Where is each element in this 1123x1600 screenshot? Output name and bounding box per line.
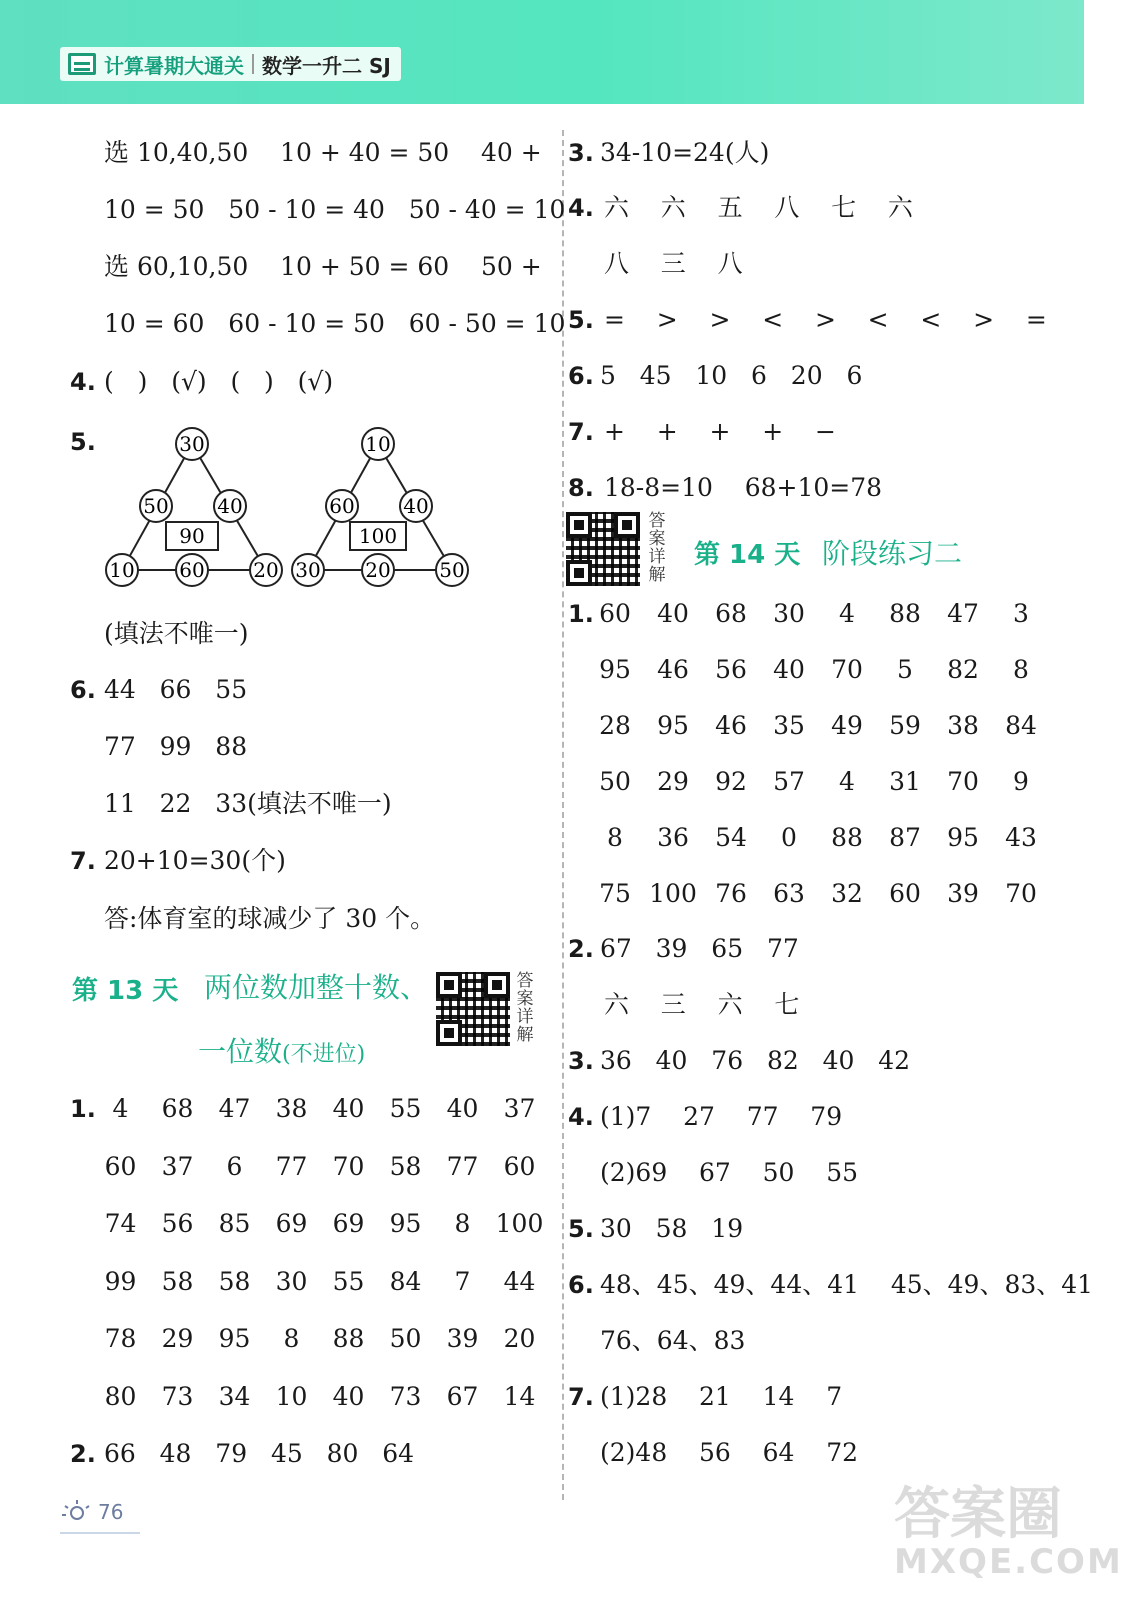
grid-cell: 6 (226, 1151, 243, 1181)
grid-cell: 69 (275, 1209, 308, 1238)
circle-value: 30 (179, 432, 205, 456)
grid-cell: 77 (275, 1151, 308, 1181)
answer-line: (2)48 56 64 72 (600, 1438, 859, 1467)
circle-value: 60 (179, 558, 205, 582)
question-number: 6. (70, 676, 96, 704)
question-number: 4. (568, 1103, 594, 1131)
grid-cell: 58 (389, 1151, 422, 1181)
grid-cell: 95 (389, 1209, 422, 1238)
grid-cell: 46 (657, 655, 689, 684)
grid-cell: 80 (104, 1381, 137, 1411)
grid-cell: 70 (831, 655, 863, 684)
answer-line: ( ) (√) ( ) (√) (104, 367, 334, 396)
grid-cell: 60 (599, 599, 631, 628)
grid-cell: 68 (161, 1094, 194, 1123)
grid-cell: 60 (104, 1151, 137, 1181)
grid-cell: 35 (773, 711, 805, 740)
grid-cell: 40 (332, 1381, 365, 1411)
book-subtitle: 数学一升二 SJ (262, 53, 391, 78)
grid-cell: 77 (446, 1151, 479, 1181)
grid-cell: 40 (446, 1094, 479, 1123)
answer-line: 20+10=30(个) (104, 846, 286, 875)
circle-value: 40 (217, 494, 243, 518)
page-number: 76 (98, 1500, 124, 1524)
answer-line: 10 = 60 60 - 10 = 50 60 - 50 = 10 (104, 309, 566, 338)
grid-cell: 20 (503, 1324, 536, 1353)
triangle-puzzle-2 (292, 428, 468, 586)
question-number: 5. (568, 306, 594, 334)
grid-cell: 0 (781, 823, 797, 852)
grid-cell: 39 (446, 1324, 479, 1353)
grid-cell: 9 (1013, 767, 1029, 796)
question-number: 6. (568, 362, 594, 390)
grid-cell: 70 (1005, 879, 1037, 908)
grid-cell: 31 (889, 767, 921, 796)
grid-cell: 78 (104, 1324, 137, 1353)
grid-cell: 3 (1013, 599, 1029, 628)
grid-cell: 88 (889, 599, 921, 628)
day-14-title: 阶段练习二 (822, 537, 963, 570)
grid-cell: 59 (889, 711, 921, 740)
header-banner (0, 0, 1084, 104)
grid-cell: 84 (1005, 711, 1037, 740)
grid-cell: 100 (649, 879, 697, 908)
qr-code-icon[interactable] (566, 512, 640, 586)
grid-cell: 67 (446, 1381, 479, 1411)
grid-cell: 50 (389, 1324, 422, 1353)
triangle-puzzle-1 (106, 428, 282, 586)
question-number: 3. (568, 1047, 594, 1075)
answer-line: 11 22 33(填法不唯一) (104, 789, 392, 818)
answer-line: 67 39 65 77 (600, 934, 799, 963)
grid-cell: 74 (104, 1209, 137, 1238)
grid-cell: 29 (657, 767, 689, 796)
grid-cell: 88 (332, 1324, 365, 1353)
grid-cell: 50 (599, 767, 631, 796)
question-number: 8. (568, 474, 594, 502)
grid-cell: 60 (503, 1151, 536, 1181)
answer-line: 77 99 88 (104, 732, 248, 761)
grid-cell: 38 (275, 1094, 308, 1123)
grid-cell: 30 (275, 1266, 308, 1296)
grid-cell: 58 (161, 1266, 194, 1296)
book-title: 计算暑期大通关 (104, 53, 244, 78)
question-number: 7. (568, 418, 594, 446)
grid-cell: 56 (715, 655, 747, 684)
grid-cell: 5 (897, 655, 913, 684)
question-number: 6. (568, 1271, 594, 1299)
day-14-label: 第 14 天 (694, 540, 801, 570)
question-number: 7. (568, 1383, 594, 1411)
day-13-label: 第 13 天 (72, 976, 179, 1006)
grid-cell: 30 (773, 599, 805, 628)
answer-line: 八 三 八 (604, 249, 743, 278)
answer-line: 66 48 79 45 80 64 (104, 1439, 415, 1468)
day-13-subtitle: (不进位) (282, 1042, 366, 1067)
answer-line: 选 10,40,50 10 + 40 = 50 40 + (104, 138, 542, 167)
question-number: 5. (568, 1215, 594, 1243)
answer-line: 76、64、83 (600, 1326, 746, 1355)
grid-cell: 7 (454, 1266, 471, 1296)
grid-cell: 58 (218, 1266, 251, 1296)
grid-cell: 46 (715, 711, 747, 740)
grid-cell: 57 (773, 767, 805, 796)
grid-cell: 39 (947, 879, 979, 908)
day-13-title: 两位数加整十数、 (204, 971, 429, 1004)
question-number: 1. (70, 1095, 96, 1123)
answer-line: (1)28 21 14 7 (600, 1382, 843, 1411)
answer-line: 5 45 10 6 20 6 (600, 361, 863, 390)
grid-cell: 4 (839, 599, 855, 628)
grid-cell: 95 (947, 823, 979, 852)
answer-line: 18-8=10 68+10=78 (604, 473, 883, 502)
grid-cell: 44 (503, 1266, 536, 1296)
watermark-text: 答案圈 (894, 1482, 1062, 1547)
answer-line: 答:体育室的球减少了 30 个。 (104, 904, 436, 933)
answer-line: 选 60,10,50 10 + 50 = 60 50 + (104, 252, 542, 281)
grid-cell: 55 (332, 1266, 365, 1296)
answer-line: (2)69 67 50 55 (600, 1158, 859, 1187)
header-separator (252, 54, 254, 74)
answer-line: + + + + − (604, 417, 836, 446)
grid-cell: 40 (657, 599, 689, 628)
grid-cell: 8 (454, 1209, 471, 1238)
circle-value: 60 (329, 494, 355, 518)
grid-cell: 38 (947, 711, 979, 740)
grid-cell: 63 (773, 879, 805, 908)
grid-cell: 8 (1013, 655, 1029, 684)
answer-line: = > > < > < < > = (604, 305, 1047, 334)
grid-cell: 4 (112, 1094, 129, 1123)
answer-line: 10 = 50 50 - 10 = 40 50 - 40 = 10 (104, 195, 566, 224)
answer-line: 44 66 55 (104, 675, 248, 704)
grid-cell: 43 (1005, 823, 1037, 852)
grid-cell: 29 (161, 1324, 194, 1353)
grid-cell: 32 (831, 879, 863, 908)
grid-cell: 8 (607, 823, 623, 852)
grid-cell: 56 (161, 1209, 194, 1238)
grid-cell: 36 (657, 823, 689, 852)
answer-line: 34-10=24(人) (600, 138, 770, 167)
answer-line: 30 58 19 (600, 1214, 744, 1243)
grid-cell: 99 (104, 1266, 137, 1296)
grid-cell: 49 (831, 711, 863, 740)
question-number: 2. (70, 1440, 96, 1468)
grid-cell: 76 (715, 879, 747, 908)
circle-value: 20 (253, 558, 279, 582)
grid-cell: 28 (599, 711, 631, 740)
circle-value: 20 (365, 558, 391, 582)
qr-label: 答案详解 (648, 511, 666, 585)
grid-cell: 69 (332, 1209, 365, 1238)
sum-box-value: 90 (179, 524, 205, 548)
grid-cell: 73 (389, 1381, 422, 1411)
grid-cell: 47 (947, 599, 979, 628)
grid-cell: 88 (831, 823, 863, 852)
grid-cell: 92 (715, 767, 747, 796)
watermark-url: MXQE.COM (894, 1542, 1123, 1582)
circle-value: 50 (143, 494, 169, 518)
grid-cell: 95 (657, 711, 689, 740)
answer-line: 六 三 六 七 (604, 990, 800, 1019)
grid-cell: 87 (889, 823, 921, 852)
circle-value: 10 (109, 558, 135, 582)
answer-line: 36 40 76 82 40 42 (600, 1046, 911, 1075)
grid-cell: 54 (715, 823, 747, 852)
answer-line: 48、45、49、44、41 45、49、83、41 (600, 1270, 1094, 1299)
question-number: 5. (70, 428, 96, 456)
answer-line: (1)7 27 77 79 (600, 1102, 843, 1131)
grid-cell: 60 (889, 879, 921, 908)
grid-cell: 70 (947, 767, 979, 796)
question-number: 2. (568, 935, 594, 963)
grid-cell: 37 (503, 1094, 536, 1123)
question-number: 4. (568, 194, 594, 222)
grid-cell: 40 (332, 1094, 365, 1123)
grid-cell: 95 (218, 1324, 251, 1353)
grid-cell: 73 (161, 1381, 194, 1411)
circle-value: 50 (439, 558, 465, 582)
footer-underline (60, 1532, 140, 1534)
triangle-puzzles (100, 424, 490, 594)
sum-box-value: 100 (358, 524, 398, 548)
header-tab (60, 47, 401, 81)
grid-cell: 4 (839, 767, 855, 796)
question-number: 3. (568, 139, 594, 167)
grid-cell: 82 (947, 655, 979, 684)
question-number: 4. (70, 368, 96, 396)
qr-label: 答案详解 (516, 971, 534, 1045)
day-13-title-2: 一位数(不进位) (198, 1035, 366, 1068)
grid-cell: 100 (495, 1209, 544, 1238)
question-number: 7. (70, 847, 96, 875)
circle-value: 10 (365, 432, 391, 456)
watermark (874, 1470, 1123, 1590)
grid-cell: 85 (218, 1209, 251, 1238)
grid-cell: 75 (599, 879, 631, 908)
grid-cell: 55 (389, 1094, 422, 1123)
circle-value: 40 (403, 494, 429, 518)
grid-cell: 10 (275, 1381, 308, 1411)
grid-cell: 14 (503, 1381, 536, 1411)
grid-cell: 37 (161, 1151, 194, 1181)
answer-line: 六 六 五 八 七 六 (604, 193, 913, 222)
circle-value: 30 (295, 558, 321, 582)
grid-cell: 68 (715, 599, 747, 628)
book-icon (68, 53, 96, 75)
grid-cell: 70 (332, 1151, 365, 1181)
answer-note: (填法不唯一) (104, 619, 249, 648)
grid-cell: 84 (389, 1266, 422, 1296)
grid-cell: 34 (218, 1381, 251, 1411)
qr-code-icon[interactable] (436, 972, 510, 1046)
grid-cell: 95 (599, 655, 631, 684)
question-number: 1. (568, 600, 594, 628)
grid-cell: 8 (283, 1324, 300, 1353)
grid-cell: 47 (218, 1094, 251, 1123)
sun-swirl-icon (60, 1498, 94, 1524)
grid-cell: 40 (773, 655, 805, 684)
